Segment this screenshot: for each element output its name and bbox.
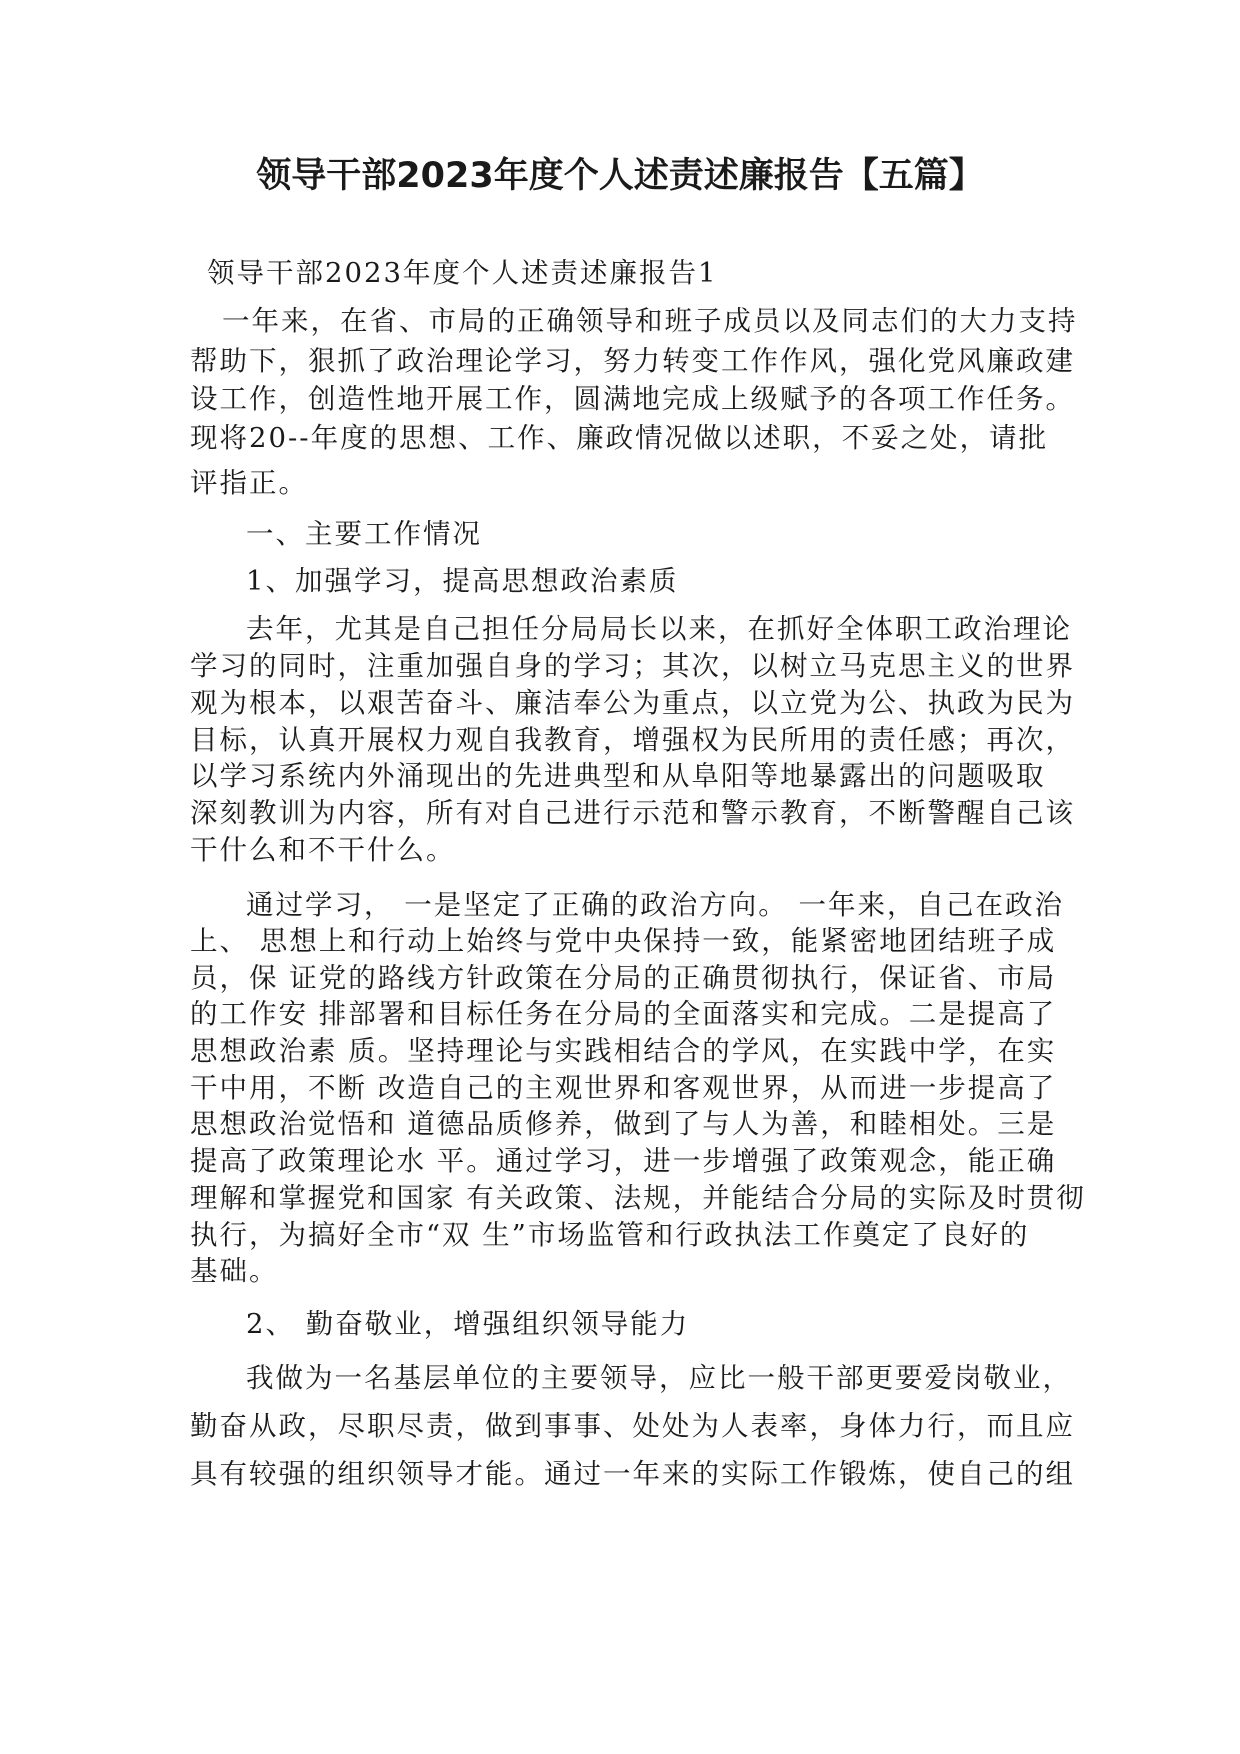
subsection-heading: 1、加强学习，提高思想政治素质 [246,565,679,597]
report-heading: 领导干部2023年度个人述责述廉报告1 [207,257,718,289]
paragraph-line: 学习的同时，注重加强自身的学习；其次，以树立马克思主义的世界 [190,650,1075,682]
paragraph-line: 具有较强的组织领导才能。通过一年来的实际工作锻炼，使自己的组 [190,1458,1075,1490]
paragraph-line: 评指正。 [190,467,308,499]
paragraph-line: 思想政治觉悟和 道德品质修养，做到了与人为善，和睦相处。三是 [190,1108,1057,1140]
paragraph-line: 设工作，创造性地开展工作，圆满地完成上级赋予的各项工作任务。 [190,383,1075,415]
paragraph-line: 勤奋从政，尽职尽责，做到事事、处处为人表率，身体力行，而且应 [190,1410,1075,1442]
section-heading: 一、主要工作情况 [246,518,482,550]
paragraph-line: 基础。 [190,1255,279,1287]
paragraph-line: 以学习系统内外涌现出的先进典型和从阜阳等地暴露出的问题吸取 [190,760,1046,792]
paragraph-line: 干中用，不断 改造自己的主观世界和客观世界，从而进一步提高了 [190,1072,1057,1104]
paragraph-line: 思想政治素 质。坚持理论与实践相结合的学风，在实践中学，在实 [190,1035,1057,1067]
paragraph-line: 的工作安 排部署和目标任务在分局的全面落实和完成。二是提高了 [190,998,1057,1030]
paragraph-line: 去年，尤其是自己担任分局局长以来，在抓好全体职工政治理论 [246,613,1072,645]
paragraph-line: 上、 思想上和行动上始终与党中央保持一致，能紧密地团结班子成 [190,925,1057,957]
paragraph-line: 我做为一名基层单位的主要领导，应比一般干部更要爱岗敬业， [246,1362,1072,1394]
paragraph-line: 理解和掌握党和国家 有关政策、法规，并能结合分局的实际及时贯彻 [190,1182,1086,1214]
paragraph-line: 帮助下，狠抓了政治理论学习，努力转变工作作风，强化党风廉政建 [190,345,1075,377]
paragraph-line: 目标，认真开展权力观自我教育，增强权为民所用的责任感；再次， [190,724,1075,756]
paragraph-line: 执行，为搞好全市“双 生”市场监管和行政执法工作奠定了良好的 [190,1219,1030,1251]
paragraph-line: 提高了政策理论水 平。通过学习，进一步增强了政策观念，能正确 [190,1145,1057,1177]
paragraph-line: 通过学习， 一是坚定了正确的政治方向。 一年来，自己在政治 [246,889,1064,921]
paragraph-line: 一年来，在省、市局的正确领导和班子成员以及同志们的大力支持 [222,305,1078,337]
paragraph-line: 深刻教训为内容，所有对自己进行示范和警示教育，不断警醒自己该 [190,797,1075,829]
paragraph-line: 干什么和不干什么。 [190,834,456,866]
subsection-heading: 2、 勤奋敬业，增强组织领导能力 [246,1308,690,1340]
paragraph-line: 观为根本，以艰苦奋斗、廉洁奉公为重点，以立党为公、执政为民为 [190,687,1075,719]
paragraph-line: 现将20--年度的思想、工作、廉政情况做以述职，不妥之处，请批 [190,422,1049,454]
document-title: 领导干部2023年度个人述责述廉报告【五篇】 [256,156,984,196]
paragraph-line: 员，保 证党的路线方针政策在分局的正确贯彻执行，保证省、市局 [190,962,1057,994]
